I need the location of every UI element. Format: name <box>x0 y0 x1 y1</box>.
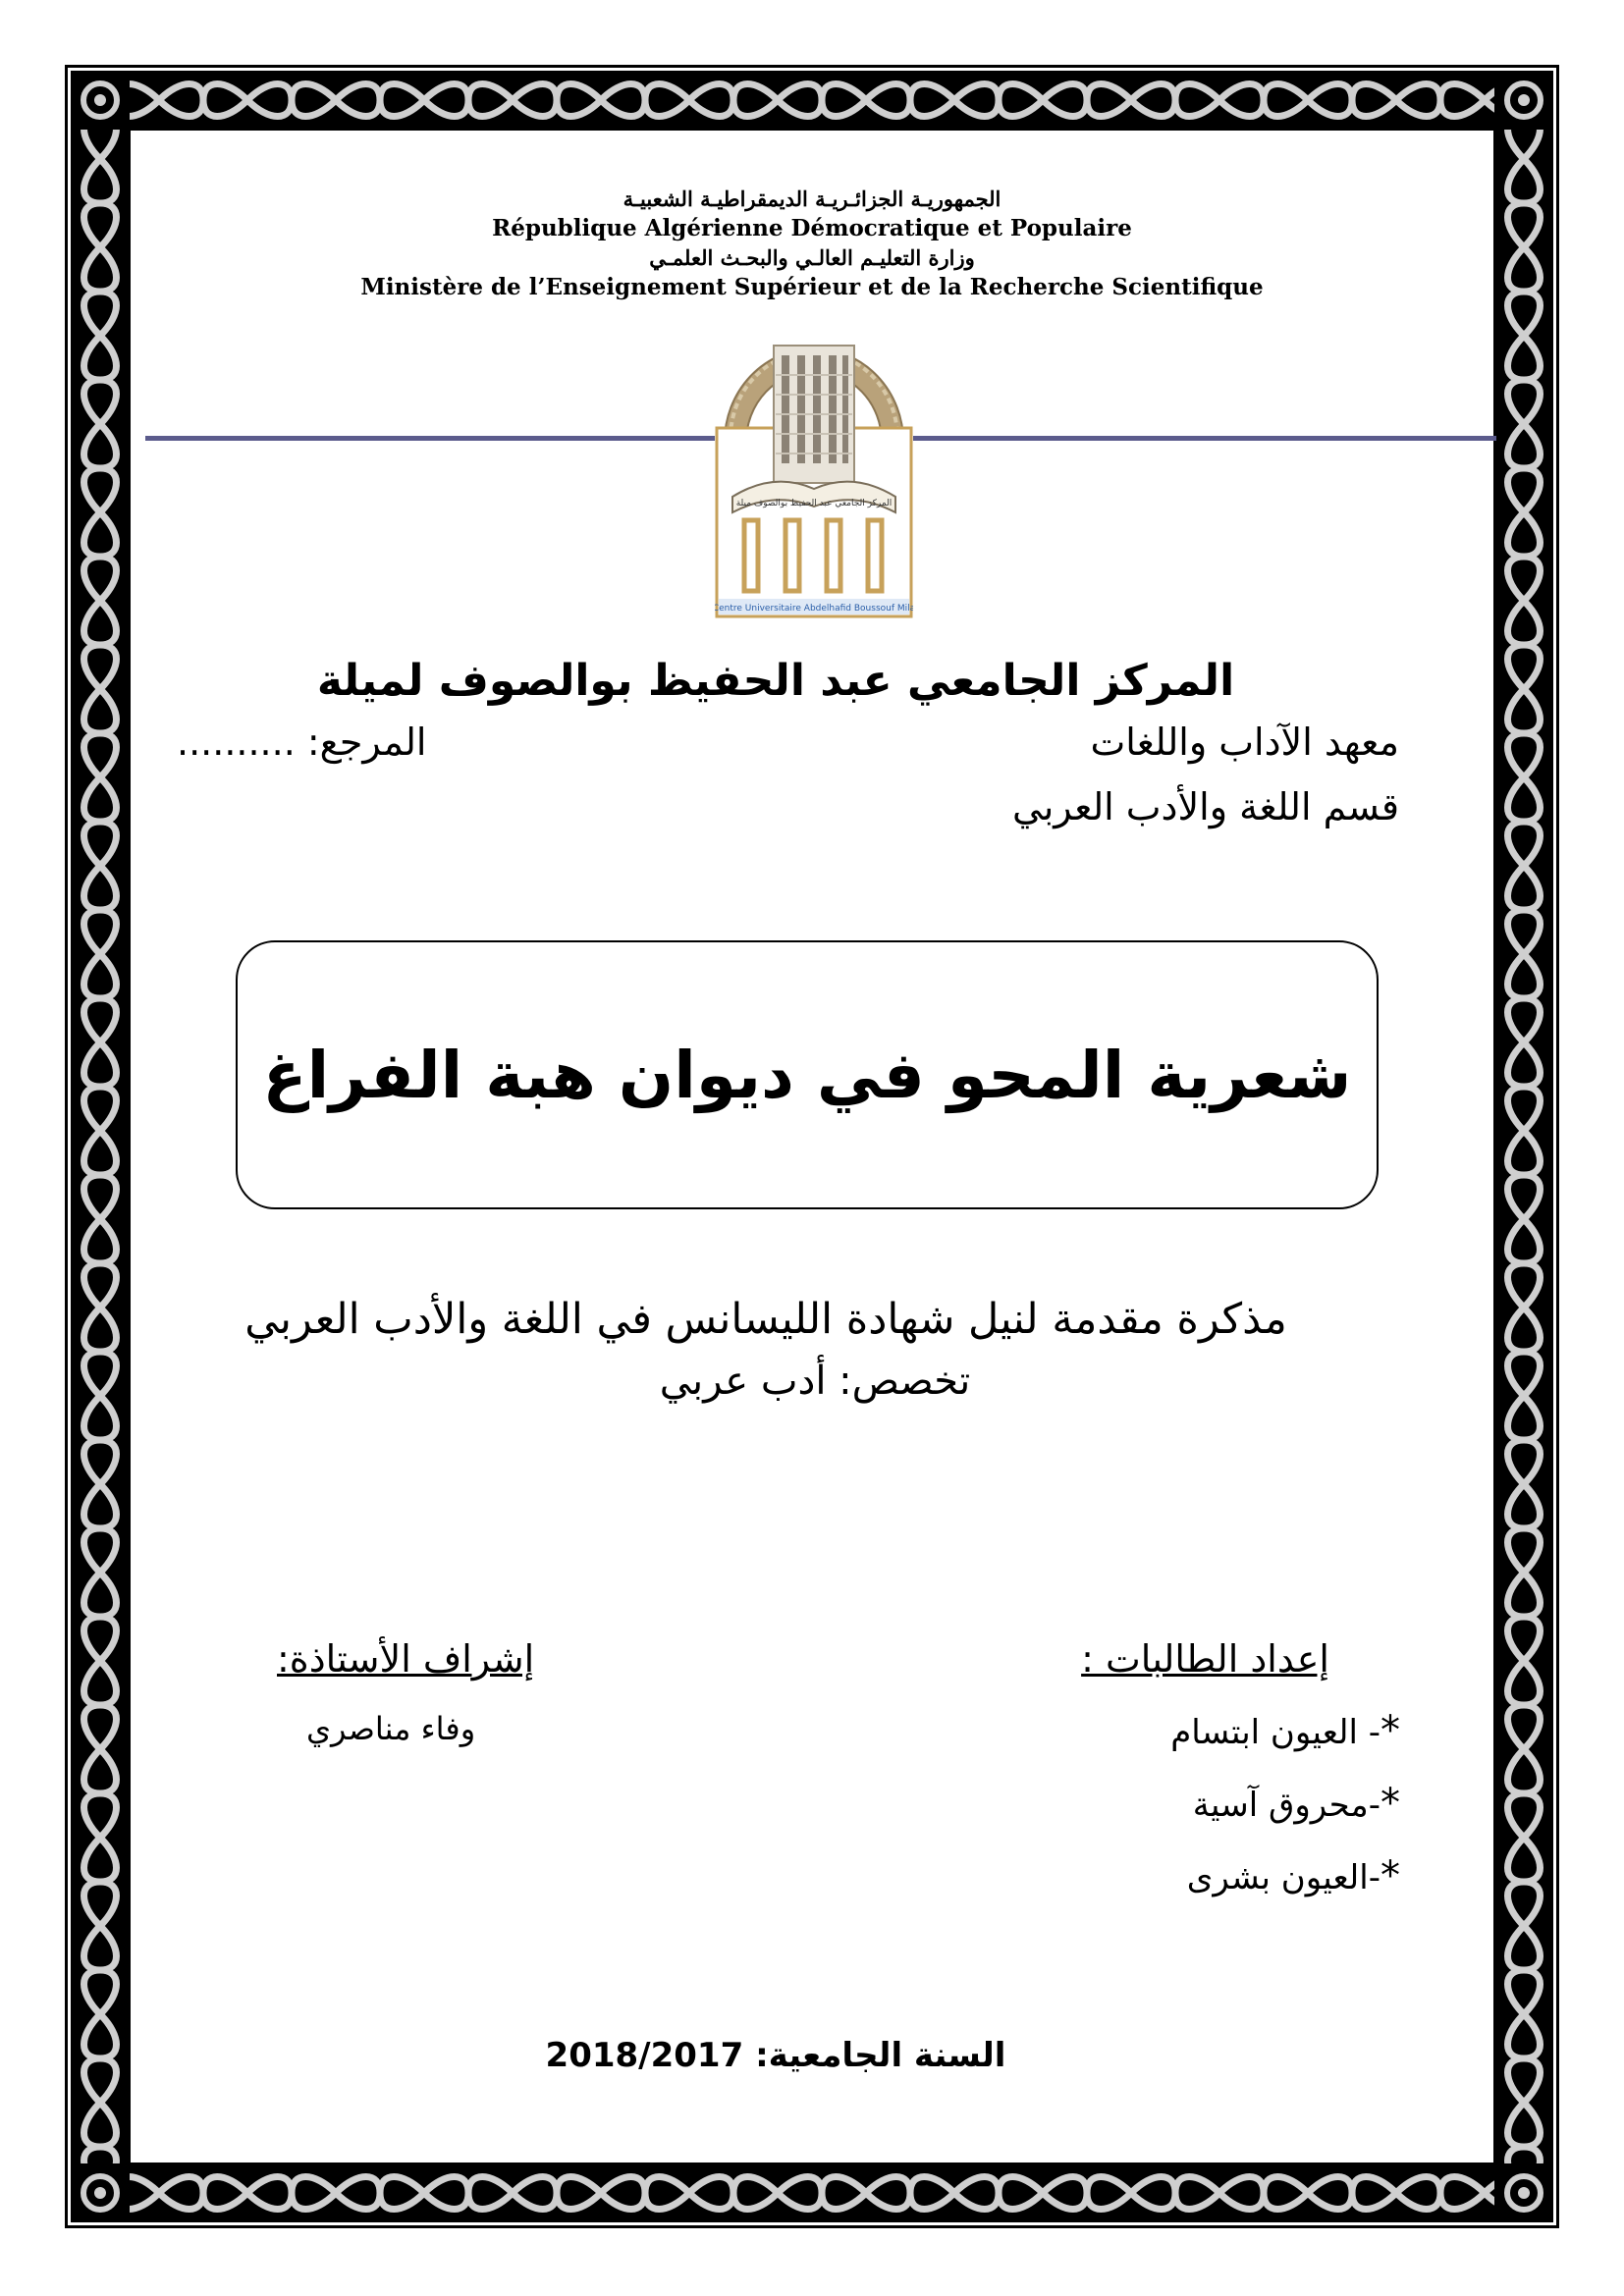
students-heading: إعداد الطالبات : <box>1081 1637 1329 1681</box>
border-chain-right <box>1494 71 1553 2222</box>
document-header <box>295 185 1329 302</box>
ministry-french: Ministère de l’Enseignement Supérieur et de la Recherche Scientifique <box>360 274 1264 300</box>
student-item: *-محروق آسية <box>1192 1781 1400 1826</box>
corner-circle-icon <box>71 2163 130 2222</box>
header-rule-left <box>145 436 715 441</box>
supervisor-heading: إشراف الأستاذة: <box>277 1637 535 1681</box>
student-item: *- العيون ابتسام <box>1170 1708 1400 1753</box>
logo-caption: Centre Universitaire Abdelhafid Boussouf Mila <box>715 604 913 614</box>
border-chain-left <box>71 71 130 2222</box>
ministry-arabic: وزارة التعليـم العالـي والبحـث العلمـي <box>649 245 975 270</box>
republic-french: République Algérienne Démocratique et Populaire <box>492 215 1132 241</box>
logo-book-text: المركز الجامعي عبد الحفيظ بوالصوف ميلة <box>735 499 893 508</box>
student-name: - العيون ابتسام <box>1170 1713 1380 1752</box>
university-center-name: المركز الجامعي عبد الحفيظ بوالصوف لميلة <box>316 656 1235 706</box>
reference-number: المرجع: .......... <box>177 721 427 764</box>
degree-statement: مذكرة مقدمة لنيل شهادة الليسانس في اللغة والأدب العربي <box>244 1295 1287 1344</box>
title-box <box>236 940 1379 1209</box>
corner-circle-icon <box>1494 71 1553 130</box>
student-item: *-العيون بشرى <box>1186 1853 1400 1898</box>
university-logo <box>715 324 913 618</box>
supervisor-name: وفاء مناصري <box>306 1710 476 1747</box>
border-chain-top <box>71 71 1553 130</box>
department-name: قسم اللغة والأدب العربي <box>1012 785 1399 828</box>
specialty: تخصص: أدب عربي <box>659 1359 971 1404</box>
border-chain-bottom <box>71 2163 1553 2222</box>
corner-circle-icon <box>71 71 130 130</box>
academic-year: السنة الجامعية: 2018/2017 <box>545 2036 1006 2075</box>
institute-name: معهد الآداب واللغات <box>1090 721 1399 764</box>
republic-arabic: الجمهوريـة الجزائـريـة الديمقراطيـة الشعبيـة <box>623 187 1001 211</box>
institute-row <box>177 721 1399 764</box>
student-name: -العيون بشرى <box>1186 1858 1380 1897</box>
student-name: -محروق آسية <box>1192 1786 1380 1825</box>
corner-circle-icon <box>1494 2163 1553 2222</box>
thesis-title: شعرية المحو في ديوان هبة الفراغ <box>262 1037 1352 1113</box>
department-row <box>177 785 1399 828</box>
header-rule-right <box>913 436 1496 441</box>
